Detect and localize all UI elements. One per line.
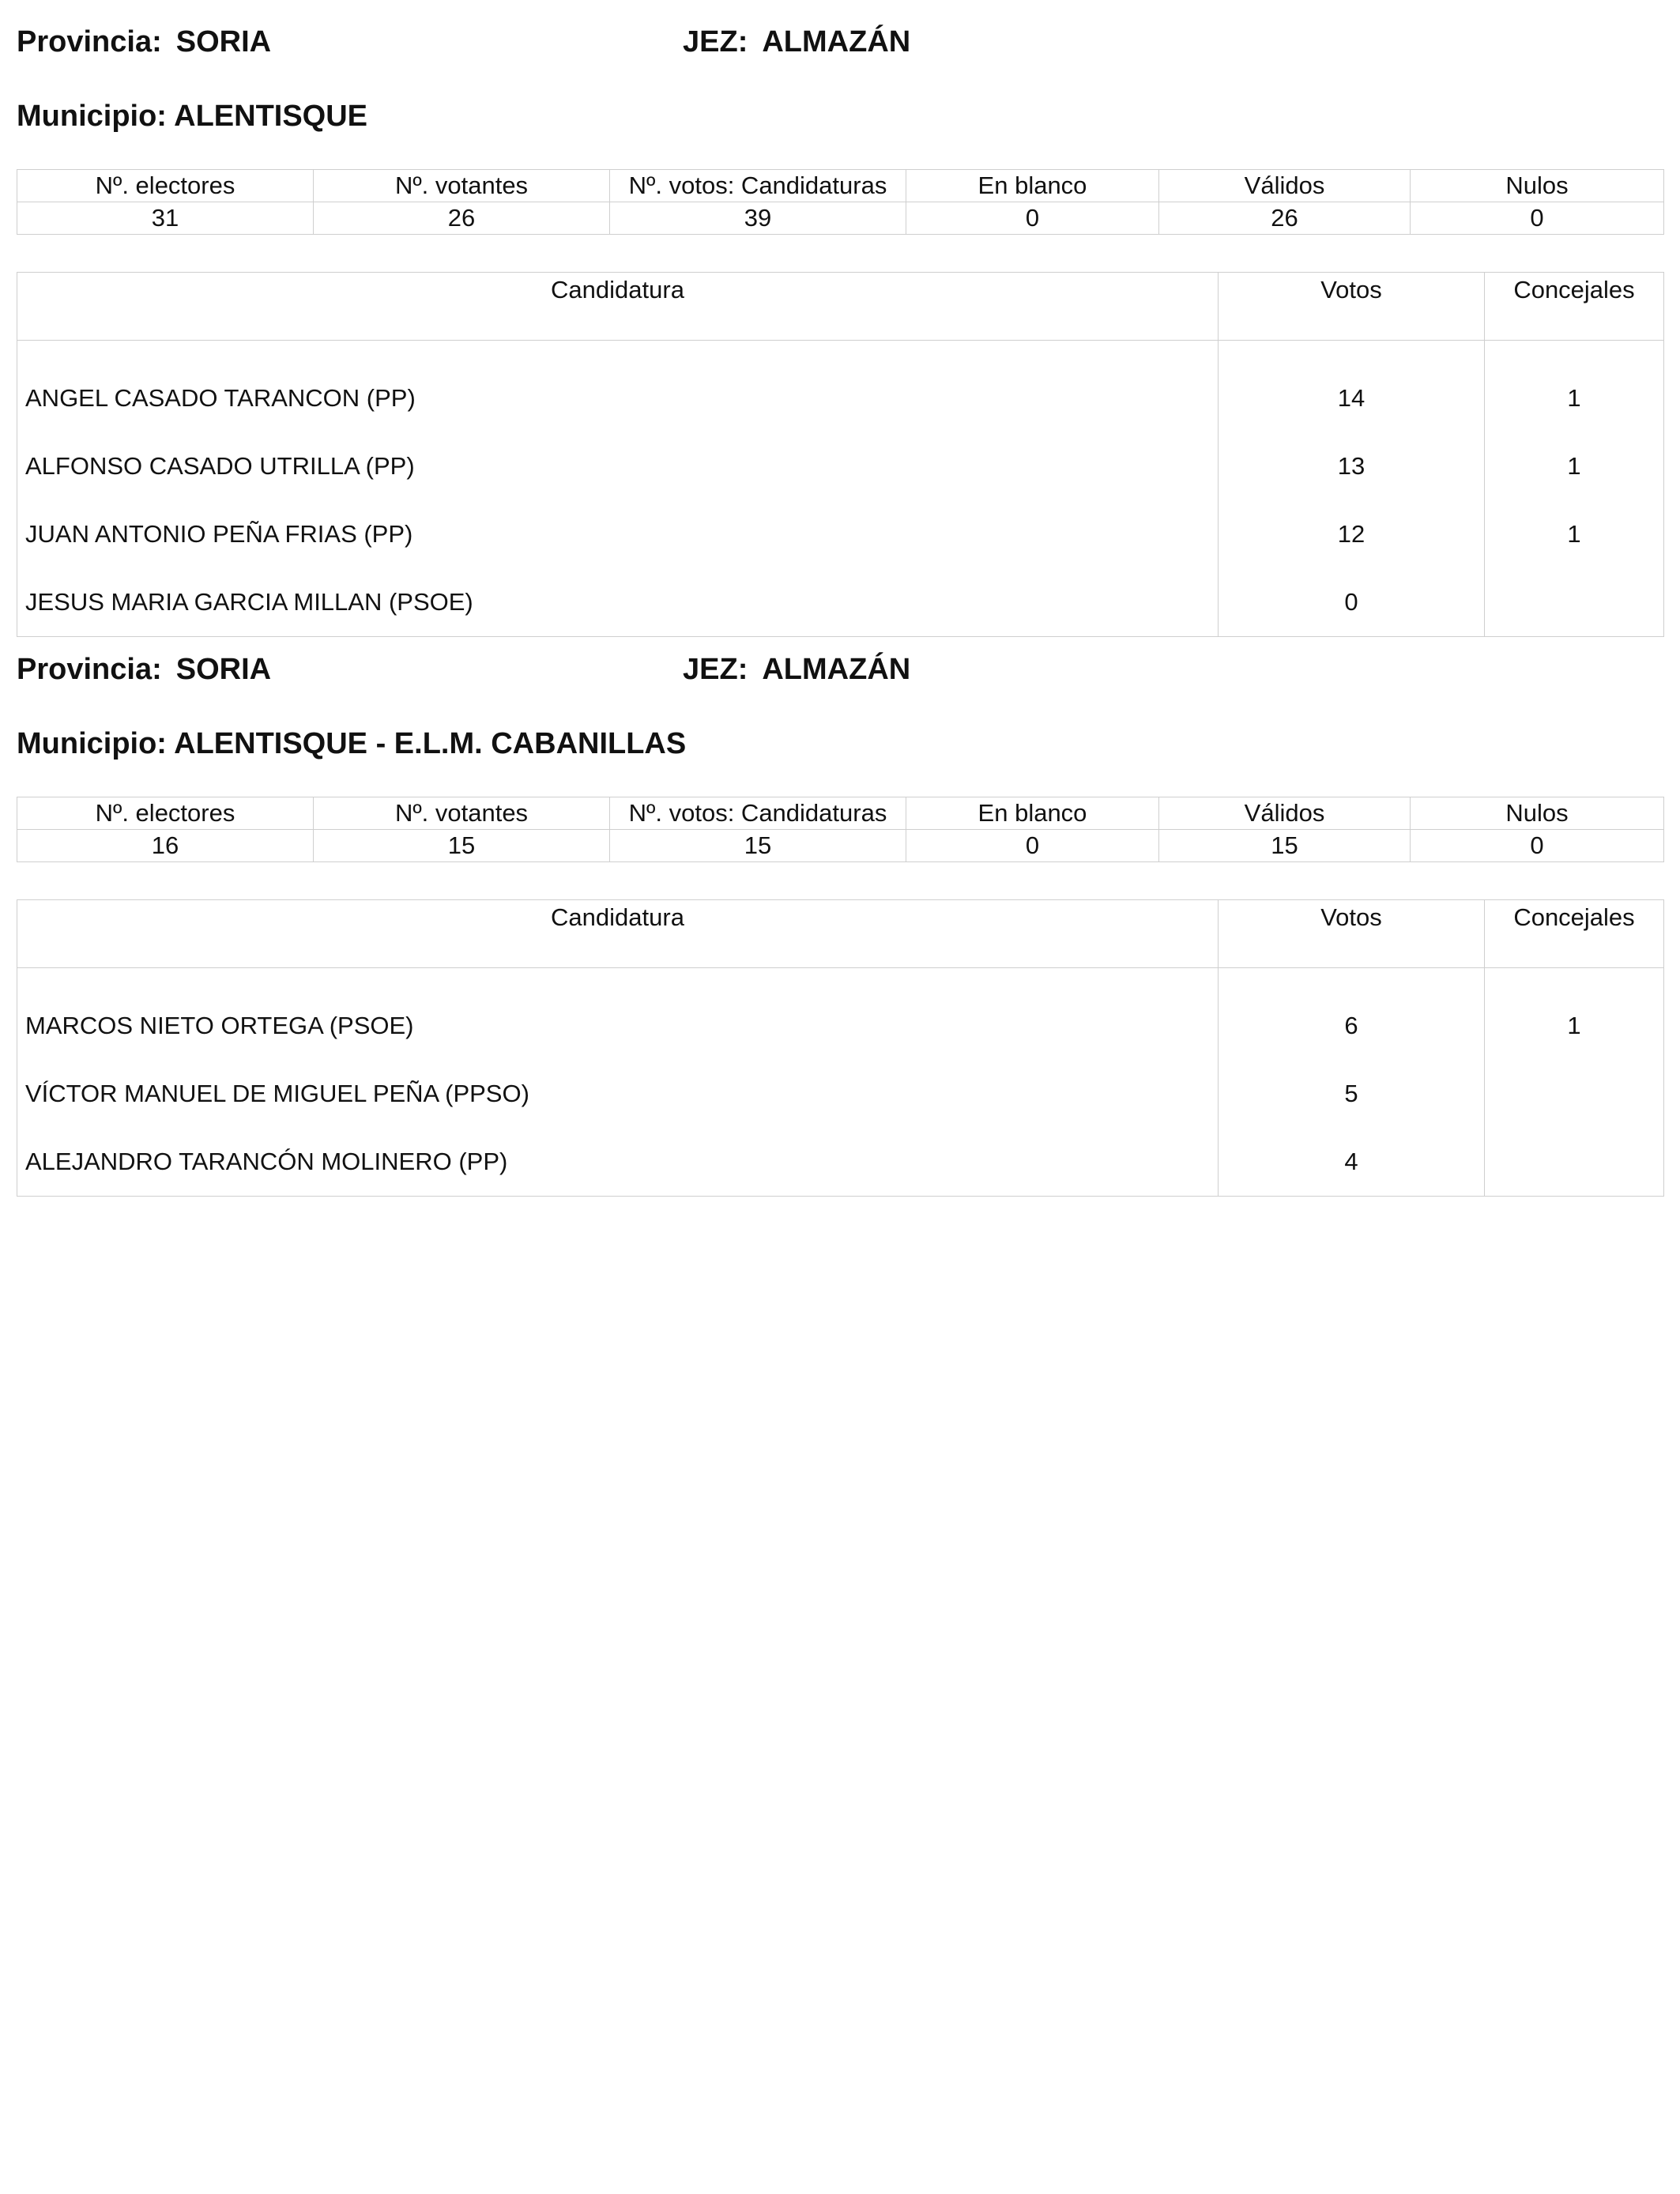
provincia-label: Provincia: bbox=[17, 653, 162, 686]
stats-header: Nº. votos: Candidaturas bbox=[610, 170, 906, 202]
stats-header: Nº. votos: Candidaturas bbox=[610, 797, 906, 830]
candidates-table bbox=[17, 272, 1664, 637]
provincia-heading bbox=[17, 651, 271, 688]
candidate-votos: 14 bbox=[1219, 341, 1485, 433]
concejales-header: Concejales bbox=[1485, 273, 1664, 341]
municipio-label: Municipio: bbox=[17, 727, 167, 760]
stats-header-row bbox=[17, 170, 1664, 202]
votos-header: Votos bbox=[1219, 900, 1485, 968]
table-row bbox=[17, 500, 1664, 568]
municipio-heading bbox=[17, 98, 367, 134]
stats-header: Válidos bbox=[1159, 797, 1411, 830]
jez-label: JEZ: bbox=[683, 25, 748, 58]
candidate-concejales bbox=[1485, 568, 1664, 637]
candidate-concejales: 1 bbox=[1485, 341, 1664, 433]
jez-value: ALMAZÁN bbox=[762, 25, 911, 58]
stats-header: Nº. electores bbox=[17, 797, 314, 830]
candidate-concejales: 1 bbox=[1485, 500, 1664, 568]
stats-value: 15 bbox=[314, 830, 610, 862]
stats-table bbox=[17, 797, 1664, 862]
candidates-table bbox=[17, 899, 1664, 1197]
candidate-concejales bbox=[1485, 1060, 1664, 1128]
candidate-votos: 0 bbox=[1219, 568, 1485, 637]
municipio-value: ALENTISQUE bbox=[174, 100, 368, 133]
stats-value: 15 bbox=[1159, 830, 1411, 862]
table-row bbox=[17, 432, 1664, 500]
stats-header: Nº. votantes bbox=[314, 797, 610, 830]
provincia-heading bbox=[17, 24, 271, 60]
candidate-votos: 5 bbox=[1219, 1060, 1485, 1128]
stats-header: Nº. votantes bbox=[314, 170, 610, 202]
candidate-name: ALFONSO CASADO UTRILLA (PP) bbox=[17, 432, 1219, 500]
stats-header: Válidos bbox=[1159, 170, 1411, 202]
candidate-votos: 13 bbox=[1219, 432, 1485, 500]
stats-header: En blanco bbox=[906, 170, 1159, 202]
stats-value-row bbox=[17, 202, 1664, 235]
candidates-header-row bbox=[17, 273, 1664, 341]
stats-value: 26 bbox=[314, 202, 610, 235]
municipio-value: ALENTISQUE - E.L.M. CABANILLAS bbox=[174, 727, 687, 760]
candidate-name: ANGEL CASADO TARANCON (PP) bbox=[17, 341, 1219, 433]
candidate-concejales: 1 bbox=[1485, 968, 1664, 1061]
candidate-concejales: 1 bbox=[1485, 432, 1664, 500]
stats-value: 31 bbox=[17, 202, 314, 235]
jez-value: ALMAZÁN bbox=[762, 653, 911, 686]
concejales-header: Concejales bbox=[1485, 900, 1664, 968]
table-row bbox=[17, 568, 1664, 637]
jez-heading bbox=[683, 651, 910, 688]
stats-value-row bbox=[17, 830, 1664, 862]
stats-value: 0 bbox=[1411, 202, 1664, 235]
stats-header: En blanco bbox=[906, 797, 1159, 830]
candidate-name: VÍCTOR MANUEL DE MIGUEL PEÑA (PPSO) bbox=[17, 1060, 1219, 1128]
candidate-votos: 6 bbox=[1219, 968, 1485, 1061]
candidatura-header: Candidatura bbox=[17, 900, 1219, 968]
table-row bbox=[17, 341, 1664, 433]
jez-heading bbox=[683, 24, 910, 60]
municipio-label: Municipio: bbox=[17, 100, 167, 133]
provincia-value: SORIA bbox=[175, 653, 272, 686]
provincia-value: SORIA bbox=[175, 25, 272, 58]
jez-label: JEZ: bbox=[683, 653, 748, 686]
stats-value: 16 bbox=[17, 830, 314, 862]
stats-value: 26 bbox=[1159, 202, 1411, 235]
stats-value: 0 bbox=[906, 830, 1159, 862]
stats-value: 39 bbox=[610, 202, 906, 235]
stats-value: 0 bbox=[906, 202, 1159, 235]
candidate-name: MARCOS NIETO ORTEGA (PSOE) bbox=[17, 968, 1219, 1061]
stats-table bbox=[17, 169, 1664, 235]
table-row bbox=[17, 968, 1664, 1061]
candidate-votos: 4 bbox=[1219, 1128, 1485, 1197]
municipio-heading bbox=[17, 726, 686, 762]
stats-header: Nulos bbox=[1411, 797, 1664, 830]
table-row bbox=[17, 1060, 1664, 1128]
table-row bbox=[17, 1128, 1664, 1197]
candidatura-header: Candidatura bbox=[17, 273, 1219, 341]
candidate-name: JUAN ANTONIO PEÑA FRIAS (PP) bbox=[17, 500, 1219, 568]
candidate-concejales bbox=[1485, 1128, 1664, 1197]
stats-header: Nulos bbox=[1411, 170, 1664, 202]
candidates-header-row bbox=[17, 900, 1664, 968]
stats-value: 15 bbox=[610, 830, 906, 862]
candidate-name: JESUS MARIA GARCIA MILLAN (PSOE) bbox=[17, 568, 1219, 637]
stats-header-row bbox=[17, 797, 1664, 830]
provincia-label: Provincia: bbox=[17, 25, 162, 58]
stats-value: 0 bbox=[1411, 830, 1664, 862]
candidate-name: ALEJANDRO TARANCÓN MOLINERO (PP) bbox=[17, 1128, 1219, 1197]
candidate-votos: 12 bbox=[1219, 500, 1485, 568]
votos-header: Votos bbox=[1219, 273, 1485, 341]
stats-header: Nº. electores bbox=[17, 170, 314, 202]
